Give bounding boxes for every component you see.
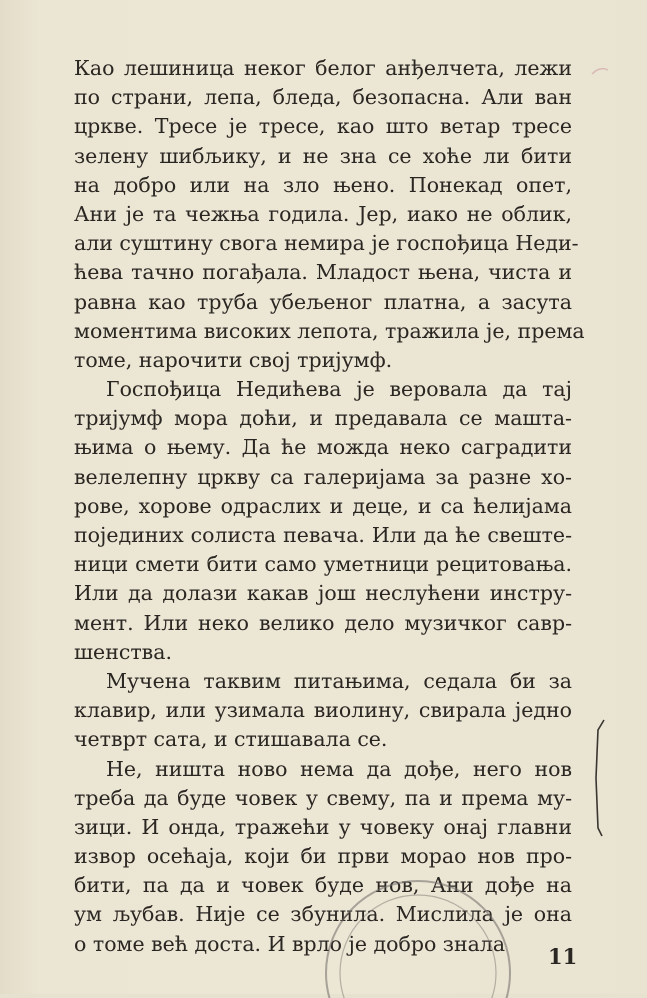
text-line: Не, ништа ново нема да дође, него нов [106, 756, 572, 781]
text-line: Или да долази какав још неслућени инстру- [74, 581, 572, 606]
text-line: бити, па да и човек буде нов, Ани дође на [74, 873, 572, 898]
text-line: о томе већ доста. И врло је добро знала [74, 931, 506, 956]
text-line: Ани је та чежња годила. Јер, иако не облик, [74, 201, 572, 226]
text-line: четврт сата, и стишавала се. [74, 727, 388, 752]
text-line: моментима високих лепота, тражила је, према [74, 318, 585, 343]
text-line: шенства. [74, 639, 172, 664]
text-line: њима о њему. Да ће можда неко саградити [74, 435, 572, 460]
text-line: рове, хорове одраслих и деце, и са ћелијама [74, 493, 572, 518]
text-line: али суштину свога немира је госпођица Неди- [74, 231, 579, 256]
text-line: зици. И онда, тражећи у човеку онај главни [74, 814, 572, 839]
text-line: ум љубав. Није се збунила. Мислила је она [74, 902, 572, 927]
text-line: цркве. Тресе је тресе, као што ветар тресе [74, 114, 572, 139]
text-line: Мучена таквим питањима, седала би за [106, 668, 572, 693]
text-line: велелепну цркву са галеријама за разне хо- [74, 464, 572, 489]
text-line: Као лешиница неког белог анђелчета, лежи [74, 56, 572, 80]
text-line: томе, нарочити свој тријумф. [74, 347, 393, 372]
text-line: равна као труба убељеног платна, а засута [74, 289, 572, 314]
text-line: тријумф мора доћи, и предавала се машта- [74, 406, 572, 431]
text-line: појединих солиста певача. Или да ће свеште- [74, 523, 572, 547]
text-line: по страни, лепа, бледа, безопасна. Али ван [74, 85, 572, 110]
text-line: Госпођица Недићева је веровала да тај [106, 377, 572, 402]
text-line: клавир, или узимала виолину, свирала једно [74, 698, 572, 723]
text-line: ници смети бити само уметници рецитовања. [74, 552, 572, 577]
text-line: извор осећаја, који би први морао нов про- [74, 844, 572, 869]
page-number: 11 [548, 944, 578, 969]
text-line: ћева тачно погађала. Младост њена, чиста и [74, 260, 572, 285]
text-line: на добро или на зло њено. Понекад опет, [74, 172, 572, 197]
text-line: треба да буде човек у свему, па и према му- [74, 785, 572, 810]
margin-mark-icon [590, 64, 610, 78]
text-line: зелену шибљику, и не зна се хоће ли бити [74, 143, 572, 168]
text-line: мент. Или неко велико дело музичког савр- [74, 610, 572, 635]
margin-bracket-icon [592, 718, 608, 838]
